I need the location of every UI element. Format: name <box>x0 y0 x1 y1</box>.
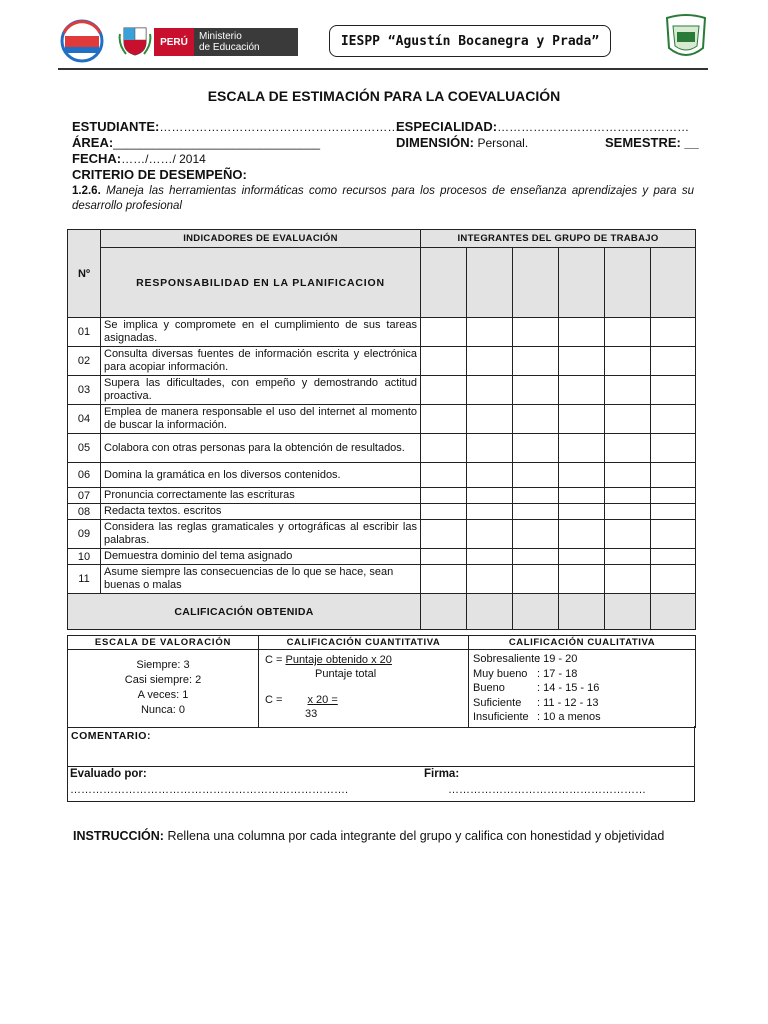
row-number: 09 <box>68 520 101 549</box>
score-cell[interactable] <box>467 318 513 347</box>
row-number: 10 <box>68 549 101 565</box>
cualitativa-item: Muy bueno : 17 - 18 <box>473 667 578 680</box>
member-column-1[interactable] <box>421 248 467 318</box>
dimension-label: DIMENSIÓN: <box>396 135 474 150</box>
score-cell[interactable] <box>559 434 605 463</box>
member-column-6[interactable] <box>651 248 696 318</box>
table-row <box>68 504 696 520</box>
group-header: INTEGRANTES DEL GRUPO DE TRABAJO <box>421 230 696 248</box>
row-number: 01 <box>68 318 101 347</box>
score-cell[interactable] <box>421 376 467 405</box>
score-cell[interactable] <box>651 549 696 565</box>
row-indicator: Emplea de manera responsable el uso del internet al momento de buscar la información. <box>101 405 421 434</box>
score-cell[interactable] <box>421 488 467 504</box>
score-cell[interactable] <box>467 565 513 594</box>
score-cell[interactable] <box>605 565 651 594</box>
criterio-field <box>72 167 247 182</box>
area-label: ÁREA: <box>72 135 114 150</box>
firma-label: Firma: <box>424 768 460 780</box>
instruction-text: Rellena una columna por cada integrante del grupo y califica con honestidad y objetividad <box>167 829 665 843</box>
grade-cell[interactable] <box>605 594 651 630</box>
row-number: 02 <box>68 347 101 376</box>
row-indicator: Asume siempre las consecuencias de lo que se hace, sean buenas o malas <box>101 565 421 594</box>
score-cell[interactable] <box>651 520 696 549</box>
score-cell[interactable] <box>559 565 605 594</box>
score-cell[interactable] <box>651 565 696 594</box>
row-indicator: Se implica y compromete en el cumplimiento de sus tareas asignadas. <box>101 318 421 347</box>
valoracion-item: Siempre: 3 <box>136 659 190 672</box>
score-cell[interactable] <box>559 488 605 504</box>
comentario-label: COMENTARIO: <box>71 730 151 742</box>
cualitativa-item: Suficiente : 11 - 12 - 13 <box>473 696 599 709</box>
score-cell[interactable] <box>559 549 605 565</box>
dimension-value: Personal. <box>477 136 529 150</box>
score-cell[interactable] <box>605 405 651 434</box>
score-cell[interactable] <box>513 504 559 520</box>
table-row <box>68 347 696 376</box>
score-cell[interactable] <box>513 405 559 434</box>
row-number: 07 <box>68 488 101 504</box>
score-cell[interactable] <box>421 318 467 347</box>
score-cell[interactable] <box>513 318 559 347</box>
fecha-value: ……/……/ 2014 <box>121 152 206 166</box>
table-row <box>68 376 696 405</box>
score-cell[interactable] <box>559 376 605 405</box>
score-cell[interactable] <box>467 504 513 520</box>
row-number: 03 <box>68 376 101 405</box>
score-cell[interactable] <box>513 463 559 488</box>
semestre-label: SEMESTRE: <box>605 135 681 150</box>
score-cell[interactable] <box>605 376 651 405</box>
score-cell[interactable] <box>421 549 467 565</box>
scale-cuantitativa-header: CALIFICACIÓN CUANTITATIVA <box>259 636 469 650</box>
score-cell[interactable] <box>467 405 513 434</box>
formula-2 <box>265 693 462 707</box>
row-indicator: Consulta diversas fuentes de información escrita y electrónica para acopiar información. <box>101 347 421 376</box>
score-cell[interactable] <box>467 347 513 376</box>
cualitativa-list <box>469 650 696 728</box>
score-cell[interactable] <box>605 463 651 488</box>
ministry-line2: de Educación <box>199 42 260 53</box>
score-cell[interactable] <box>513 376 559 405</box>
score-cell[interactable] <box>421 565 467 594</box>
score-cell[interactable] <box>513 434 559 463</box>
grade-cell[interactable] <box>513 594 559 630</box>
valoracion-item: A veces: 1 <box>137 689 189 702</box>
cualitativa-item: Sobresaliente: 19 - 20 <box>473 653 578 665</box>
row-indicator: Redacta textos. escritos <box>101 504 421 520</box>
valoracion-list <box>68 650 259 728</box>
scale-cualitativa-header: CALIFICACIÓN CUALITATIVA <box>469 636 696 650</box>
row-indicator: Supera las dificultades, con empeño y demostrando actitud proactiva. <box>101 376 421 405</box>
area-field <box>72 135 320 150</box>
evaluation-table <box>67 229 696 630</box>
score-cell[interactable] <box>605 549 651 565</box>
ministry-line1: Ministerio <box>199 31 242 42</box>
score-cell[interactable] <box>651 318 696 347</box>
row-indicator: Demuestra dominio del tema asignado <box>101 549 421 565</box>
score-cell[interactable] <box>513 347 559 376</box>
score-cell[interactable] <box>559 347 605 376</box>
table-row <box>68 488 696 504</box>
row-number: 05 <box>68 434 101 463</box>
cualitativa-item: Insuficiente : 10 a menos <box>473 711 601 723</box>
score-cell[interactable] <box>513 520 559 549</box>
score-cell[interactable] <box>651 463 696 488</box>
peru-label: PERÚ <box>154 28 194 56</box>
score-cell[interactable] <box>559 463 605 488</box>
evaluado-label: Evaluado por: <box>70 768 147 780</box>
estudiante-label: ESTUDIANTE: <box>72 119 160 134</box>
score-cell[interactable] <box>421 504 467 520</box>
score-cell[interactable] <box>513 549 559 565</box>
table-row <box>68 549 696 565</box>
score-cell[interactable] <box>467 434 513 463</box>
score-cell[interactable] <box>467 376 513 405</box>
indicators-header: INDICADORES DE EVALUACIÓN <box>101 230 421 248</box>
score-cell[interactable] <box>467 520 513 549</box>
formula-numerator: Puntaje obtenido x 20 <box>285 654 392 666</box>
formula2-numerator: x 20 = <box>307 694 338 706</box>
score-cell[interactable] <box>651 488 696 504</box>
score-cell[interactable] <box>651 434 696 463</box>
valoracion-item: Nunca: 0 <box>140 704 186 717</box>
score-cell[interactable] <box>421 405 467 434</box>
criterio-text: Maneja las herramientas informáticas como recursos para los procesos de enseñanza aprendizajes y para su desarrollo profesional <box>72 185 694 212</box>
grade-cell[interactable] <box>651 594 696 630</box>
row-number: 04 <box>68 405 101 434</box>
page-title: ESCALA DE ESTIMACIÓN PARA LA COEVALUACIÓN <box>207 88 561 104</box>
score-cell[interactable] <box>605 520 651 549</box>
score-cell[interactable] <box>467 549 513 565</box>
criterio-description <box>72 184 694 214</box>
score-cell[interactable] <box>421 434 467 463</box>
score-cell[interactable] <box>651 504 696 520</box>
score-cell[interactable] <box>605 504 651 520</box>
member-column-2[interactable] <box>467 248 513 318</box>
especialidad-label: ESPECIALIDAD: <box>396 119 498 134</box>
grade-cell[interactable] <box>467 594 513 630</box>
valoracion-item: Casi siempre: 2 <box>124 674 202 687</box>
score-cell[interactable] <box>605 347 651 376</box>
education-commitment-logo <box>56 19 108 63</box>
comment-and-signature-box <box>67 726 695 802</box>
scale-table <box>67 635 696 728</box>
row-indicator: Domina la gramática en los diversos contenidos. <box>101 463 421 488</box>
score-cell[interactable] <box>605 318 651 347</box>
row-indicator: Pronuncia correctamente las escrituras <box>101 488 421 504</box>
institution-name-box: IESPP “Agustín Bocanegra y Prada” <box>329 25 611 57</box>
cualitativa-item: Bueno : 14 - 15 - 16 <box>473 682 600 694</box>
dimension-field <box>396 135 528 150</box>
score-cell[interactable] <box>467 488 513 504</box>
row-indicator: Colabora con otras personas para la obtención de resultados. <box>101 434 421 463</box>
score-cell[interactable] <box>605 434 651 463</box>
especialidad-field <box>396 119 689 134</box>
evaluado-line[interactable]: …………………………………………………………………. <box>70 784 349 796</box>
row-number: 08 <box>68 504 101 520</box>
national-shield-icon <box>118 24 152 58</box>
scale-valoracion-header: ESCALA DE VALORACIÓN <box>68 636 259 650</box>
iespp-logo <box>663 12 709 62</box>
score-cell[interactable] <box>651 376 696 405</box>
bottom-divider <box>68 766 694 767</box>
score-cell[interactable] <box>467 463 513 488</box>
score-cell[interactable] <box>513 488 559 504</box>
grade-cell[interactable] <box>421 594 467 630</box>
score-cell[interactable] <box>513 565 559 594</box>
member-column-4[interactable] <box>559 248 605 318</box>
estudiante-value: …………………………………………………… <box>159 120 400 134</box>
fecha-field <box>72 151 206 166</box>
table-row <box>68 434 696 463</box>
section-title: RESPONSABILIDAD EN LA PLANIFICACION <box>101 248 421 318</box>
table-row <box>68 463 696 488</box>
num-header: Nº <box>68 230 101 318</box>
table-row <box>68 405 696 434</box>
row-indicator: Considera las reglas gramaticales y ortográficas al escribir las palabras. <box>101 520 421 549</box>
table-row <box>68 318 696 347</box>
formula2-prefix: C = <box>265 694 286 706</box>
table-row <box>68 565 696 594</box>
score-cell[interactable] <box>421 520 467 549</box>
criterio-label: CRITERIO DE DESEMPEÑO: <box>72 167 247 182</box>
estudiante-field <box>72 119 399 134</box>
instruction-label: INSTRUCCIÓN: <box>73 829 164 843</box>
firma-line[interactable]: ……………………………………………… <box>448 784 646 796</box>
especialidad-value: ………………………………………… <box>497 120 690 134</box>
criterio-code: 1.2.6. <box>72 185 101 197</box>
ministry-of-education-label <box>194 28 298 56</box>
formula-prefix: C = <box>265 654 286 666</box>
member-column-5[interactable] <box>605 248 651 318</box>
score-cell[interactable] <box>559 520 605 549</box>
table-row <box>68 520 696 549</box>
score-cell[interactable] <box>651 347 696 376</box>
score-cell[interactable] <box>559 318 605 347</box>
semestre-value: __ <box>684 135 699 150</box>
area-value: _______________________________ <box>113 136 321 150</box>
formula-1 <box>265 653 462 667</box>
score-cell[interactable] <box>421 463 467 488</box>
score-cell[interactable] <box>651 405 696 434</box>
instruction <box>73 829 664 843</box>
grade-cell[interactable] <box>559 594 605 630</box>
score-cell[interactable] <box>421 347 467 376</box>
row-number: 11 <box>68 565 101 594</box>
formula-denominator: Puntaje total <box>315 668 377 680</box>
header-divider <box>58 68 708 70</box>
fecha-label: FECHA: <box>72 151 122 166</box>
member-column-3[interactable] <box>513 248 559 318</box>
score-cell[interactable] <box>605 488 651 504</box>
semestre-field <box>605 135 699 150</box>
formula2-denominator: 33 <box>305 708 318 720</box>
row-number: 06 <box>68 463 101 488</box>
score-cell[interactable] <box>559 405 605 434</box>
score-cell[interactable] <box>559 504 605 520</box>
formula-cell <box>259 650 469 728</box>
grade-row-label: CALIFICACIÓN OBTENIDA <box>68 594 421 630</box>
